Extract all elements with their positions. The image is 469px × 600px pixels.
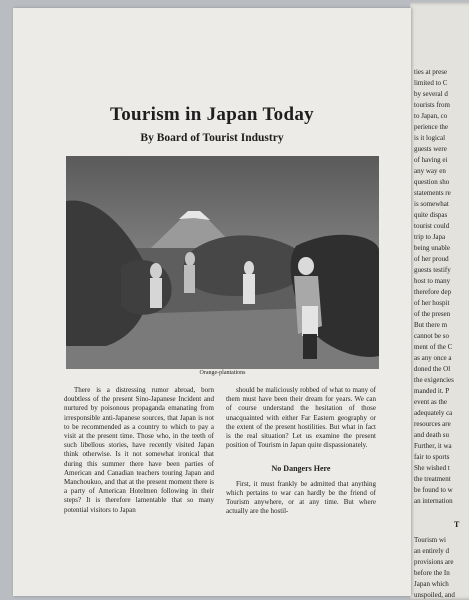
next-page-text-fragment: ment of the C: [414, 343, 453, 351]
next-page-text-fragment: is somewhat: [414, 200, 449, 208]
next-page-text-fragment: tourists from: [414, 101, 450, 109]
left-column-text: There is a distressing rumor abroad, born doubtless of the present Sino-Japanese Incident and nurtured by poisonous propaganda emanating from irresponsible anti-Japanese sources, that Japan is not to be recommended as a country to which to pay a visit at the present time. Those who, in the teeth of such libellous stories, have recently visited Japan think otherwise. Is it not somewhat ironical that during this summer there have been parties of American and Canadian teachers touring Japan and Manchoukuo, and that at the present moment there is a party of American Hotelmen following in their steps? It is therefore lamentable that so many potential visitors to Japan: [64, 386, 214, 514]
next-page-text-fragment: quite dispas: [414, 211, 448, 219]
next-page-text-fragment: any way en: [414, 167, 446, 175]
next-page-text-fragment: the exigencies: [414, 376, 454, 384]
next-page-edge: [410, 2, 469, 600]
next-page-text-fragment: event as the: [414, 398, 448, 406]
next-page-text-fragment: of her hospit: [414, 299, 450, 307]
next-page-text-fragment: cannot be so: [414, 332, 449, 340]
next-page-text-fragment: provisions are: [414, 558, 454, 566]
next-page-text-fragment: of having ei: [414, 156, 448, 164]
article-title: Tourism in Japan Today: [110, 104, 314, 125]
next-page-text-fragment: fair to sports: [414, 453, 450, 461]
photo-caption: Orange-plantations: [199, 370, 246, 376]
next-page-text-fragment: an internation: [414, 497, 453, 505]
article-right-column: [226, 386, 376, 516]
next-page-text-fragment: resources are: [414, 420, 451, 428]
next-page-text-fragment: of the presen: [414, 310, 451, 318]
next-page-text-fragment: T: [454, 520, 460, 529]
next-page-text-fragment: the treatment: [414, 475, 451, 483]
next-page-text-fragment: Tourism wi: [414, 536, 446, 544]
next-page-text-fragment: ties at prese: [414, 68, 448, 76]
next-page-text-fragment: an entirely d: [414, 547, 449, 555]
next-page-text-fragment: trip to Japa: [414, 233, 446, 241]
next-page-text-fragment: adequately ca: [414, 409, 453, 417]
next-page-text-fragment: tourist could: [414, 222, 450, 230]
article-left-column: [64, 386, 214, 515]
magazine-page: [13, 8, 411, 596]
next-page-text-fragment: and death su: [414, 431, 449, 439]
right-column-paragraph-2: First, it must frankly be admitted that anything which pertains to war can hardly be the friend of Tourism anywhere, or at any time. But where actually are the hostil-: [226, 479, 376, 516]
next-page-text-fragment: Further, it wa: [414, 442, 452, 450]
next-page-text-fragment: being unable: [414, 244, 450, 252]
next-page-text-fragment: to Japan, co: [414, 112, 448, 120]
next-page-text-fragment: Japan which: [414, 580, 449, 588]
next-page-text-fragment: manded it. P: [414, 387, 450, 395]
orange-plantation-photo: [66, 156, 379, 369]
next-page-text-fragment: is it logical: [414, 134, 446, 142]
next-page-text-fragment: perience the: [414, 123, 449, 131]
next-page-text-fragment: doned the Ol: [414, 365, 451, 373]
next-page-text-fragment: limited to C: [414, 79, 448, 87]
next-page-text-fragment: She wished t: [414, 464, 450, 472]
next-page-text-fragment: of her proud: [414, 255, 449, 263]
next-page-text-fragment: host to many: [414, 277, 451, 285]
next-page-text-fragment: But there m: [414, 321, 448, 329]
section-subheading: No Dangers Here: [271, 464, 331, 474]
article-byline: By Board of Tourist Industry: [140, 132, 284, 144]
next-page-text-fragment: guests were: [414, 145, 447, 153]
next-page-text-fragment: as any once a: [414, 354, 452, 362]
next-page-text-fragment: question sho: [414, 178, 450, 186]
next-page-text-fragment: statements re: [414, 189, 451, 197]
next-page-text-fragment: therefore dep: [414, 288, 452, 296]
right-column-paragraph-1: should be maliciously robbed of what to many of them must have been their dream for years. We can of course understand the hesitation of those unacquainted with either Far Eastern geography or the extent of the present hostilities. But what in fact is the real situation? Let us examine the present position of Tourism in Japan quite dispassionately.: [226, 386, 376, 450]
next-page-text-fragment: by several d: [414, 90, 448, 98]
next-page-text-fragment: before the In: [414, 569, 450, 577]
next-page-text-fragment: guests testify: [414, 266, 451, 274]
next-page-text-fragment: unspoiled, and: [414, 591, 455, 599]
next-page-text-fragment: be found to w: [414, 486, 453, 494]
